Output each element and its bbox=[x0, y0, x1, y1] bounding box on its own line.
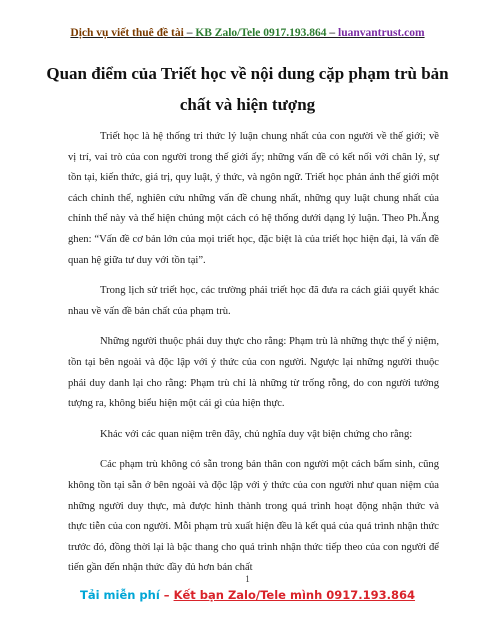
header-website-link[interactable]: luanvantrust.com bbox=[338, 27, 425, 39]
header-contact-text: KB Zalo/Tele 0917.193.864 bbox=[195, 27, 327, 39]
footer-separator: – bbox=[159, 588, 174, 602]
body-paragraph: Trong lịch sử triết học, các trường phái triết học đã đưa ra cách giải quyết khác nhau về vấn đề bản chất của phạm trù. bbox=[68, 285, 439, 317]
page-header bbox=[0, 27, 495, 39]
page-number: 1 bbox=[245, 574, 250, 584]
header-service-text: Dịch vụ viết thuê đề tài bbox=[70, 27, 184, 39]
footer-download-text: Tải miễn phí bbox=[79, 588, 160, 602]
document-body bbox=[68, 127, 439, 589]
document-title: Quan điểm của Triết học về nội dung cặp phạm trù bản chất và hiện tượng bbox=[46, 64, 449, 114]
body-paragraph: Triết học là hệ thống tri thức lý luận chung nhất của con người về thế giới; về vị trí, vai trò của con người trong thế giới ấy; những vấn đề có kết nối với chân lý, sự tồn tại, kiến thức, giá trị, quy luật, ý thức, và ngôn ngữ. Triết học phản ánh thế giới một cách chỉnh thể, nghiên cứu những vấn đề chung nhất, những quy luật chung nhất của chỉnh thể này và thể hiện chúng một cách có hệ thống dưới dạng lý luận. Theo Ph.Ăng ghen: “Vấn đề cơ bản lớn của mọi triết học, đặc biệt là của triết học hiện đại, là vấn đề quan hệ giữa tư duy với tồn tại”. bbox=[68, 131, 439, 266]
page-footer bbox=[0, 588, 495, 602]
header-separator: – bbox=[326, 27, 339, 39]
body-paragraph: Những người thuộc phái duy thực cho rằng: Phạm trù là những thực thể ý niệm, tồn tại bên ngoài và độc lập với ý thức của con người. Ngược lại những người thuộc phái duy danh lại cho rằng: Phạm trù chỉ là những từ trống rỗng, do con người tưởng tượng ra, không biểu hiện một cái gì của hiện thực. bbox=[68, 336, 439, 410]
body-paragraph: Khác với các quan niệm trên đây, chủ nghĩa duy vật biện chứng cho rằng: bbox=[100, 428, 413, 440]
footer-contact-link[interactable]: Kết bạn Zalo/Tele mình 0917.193.864 bbox=[173, 588, 416, 602]
header-separator: – bbox=[183, 27, 196, 39]
body-paragraph: Các phạm trù không có sẵn trong bản thân con người một cách bẩm sinh, cũng không tồn tại sẵn ở bên ngoài và độc lập với ý thức của con người như quan niệm của những người duy thực, mà được hình thành trong quá trình hoạt động nhận thức và thực tiễn của con người. Mỗi phạm trù xuất hiện đều là kết quả của quá trình nhận thức trước đó, đồng thời lại là bậc thang cho quá trình nhận thức tiếp theo của con người để tiến gần đến nhận thức đầy đủ hơn bản chất bbox=[68, 459, 439, 574]
